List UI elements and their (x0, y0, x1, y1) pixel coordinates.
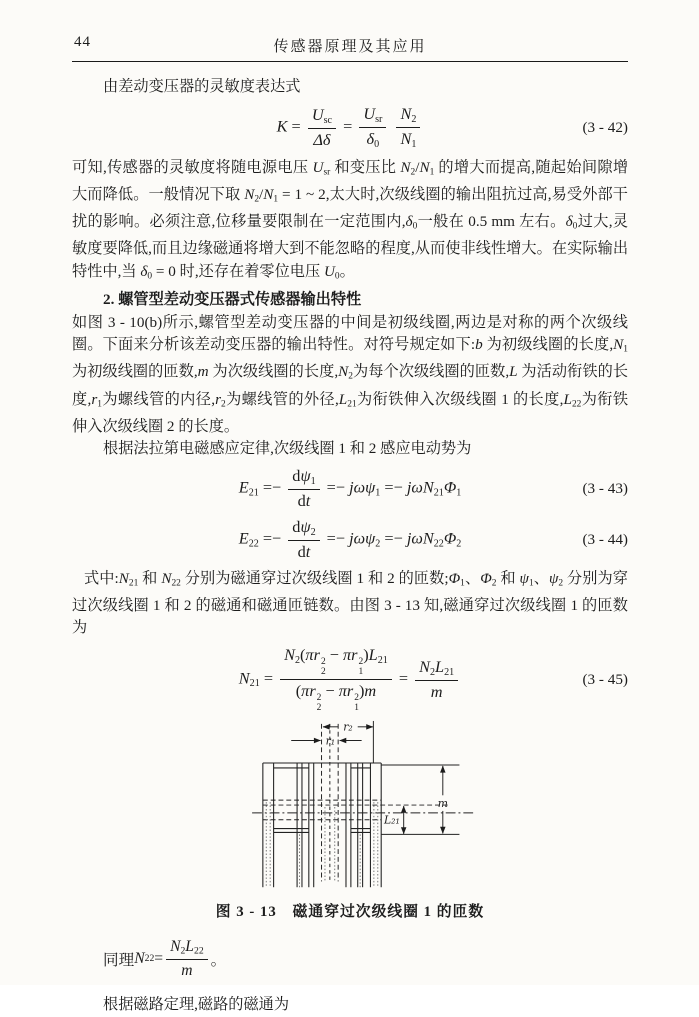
formula-3-43: E21 =− $\frac{d\psi 1}{dt}$ =− jωψ1 =− jωN21Φ1 (238, 466, 462, 511)
equation-3-44 (72, 517, 628, 563)
equation-number-3-42: (3 - 42) (582, 118, 628, 136)
solenoid-coil-diagram (250, 719, 485, 897)
section-heading: 2. 螺管型差动变压器式传感器输出特性 (103, 290, 362, 308)
figure-caption: 图 3 - 13 磁通穿过次级线圈 1 的匝数 (215, 904, 485, 921)
m-label: m (437, 797, 448, 811)
paragraph-where: 式中:N21 和 N22 分别为磁通穿过次级线圈 1 和 2 的匝数;Φ1、Φ2 和 ψ1、ψ2 分别为穿过次级线圈 1 和 2 的磁通和磁通匝链数。由图 3 - 13 知,磁通穿过次级线圈 1 的匝数为 (72, 569, 628, 637)
paragraph-faraday: 根据法拉第电磁感应定律,次级线圈 1 和 2 感应电动势为 (103, 440, 472, 458)
page-header (72, 34, 628, 62)
equation-number-3-45: (3 - 45) (582, 670, 628, 688)
page-number: 44 (74, 34, 91, 50)
intro-line: 由差动变压器的灵敏度表达式 (103, 78, 301, 95)
paragraph-sensitivity: 可知,传感器的灵敏度将随电源电压 Usr 和变压比 N2/N1 的增大而提高,随起始间隙增大而降低。一般情况下取 N2/N1 = 1 ~ 2,太大时,次级线圈的输出阻抗过高,易受外部干扰的影响。必须注意,位移量要限制在一定范围内,δ0一般在 0.5 mm 左右。δ0过大,灵敏度要降低,而且边缘磁通将增大到不能忽略的程度,从而使非线性增大。在实际输出特性中,当 δ0 = 0 时,还存在着零位电压 U0。 (72, 158, 629, 282)
figure-3-13 (72, 719, 628, 921)
l21-label: L₂₁ (384, 813, 400, 827)
paragraph-symbols: 如图 3 - 10(b)所示,螺管型差动变压器的中间是初级线圈,两边是对称的两个次级线圈。下面来分析该差动变压器的输出特性。对符号规定如下:b 为初级线圈的长度,N1为初级线圈的匝数,m 为次级线圈的长度,N2为每个次级线圈的匝数,L 为活动衔铁的长度,r1为螺线管的内径,r2为螺线管的外径,L21为衔铁伸入次级线圈 1 的长度,L22为衔铁伸入次级线圈 2 的长度。 (72, 313, 629, 435)
header-title: 传感器原理及其应用 (273, 39, 427, 55)
paragraph-magnetic-circuit: 根据磁路定理,磁路的磁通为 (103, 996, 290, 1014)
formula-3-45: N21 = N2(πr 2 2 − πr 2 1 )L21 (πr 2 2 − πr 2 1 )m = $\frac{N2L21}{m}$ (239, 645, 461, 714)
equation-number-3-44: (3 - 44) (582, 530, 628, 548)
equation-3-42 (72, 104, 628, 152)
equation-number-3-43: (3 - 43) (582, 479, 628, 497)
r1-label: r₁ (325, 734, 336, 748)
paragraph-similarly: 同理 N 22 = $\frac{N2L22}{m}$ 。 (103, 938, 227, 979)
formula-3-42: K = $\frac{\text{Usc}}{\Delta\delta}$ = $\frac{\text{Usr}}{\delta 0}$ $\frac{N2}{N1}$ (277, 104, 424, 152)
r2-label: r₂ (343, 720, 353, 734)
formula-3-44: E22 =− $\frac{d\psi 2}{dt}$ =− jωψ2 =− jωN22Φ2 (238, 516, 462, 562)
equation-3-45 (72, 645, 628, 714)
equation-3-43 (72, 466, 628, 512)
